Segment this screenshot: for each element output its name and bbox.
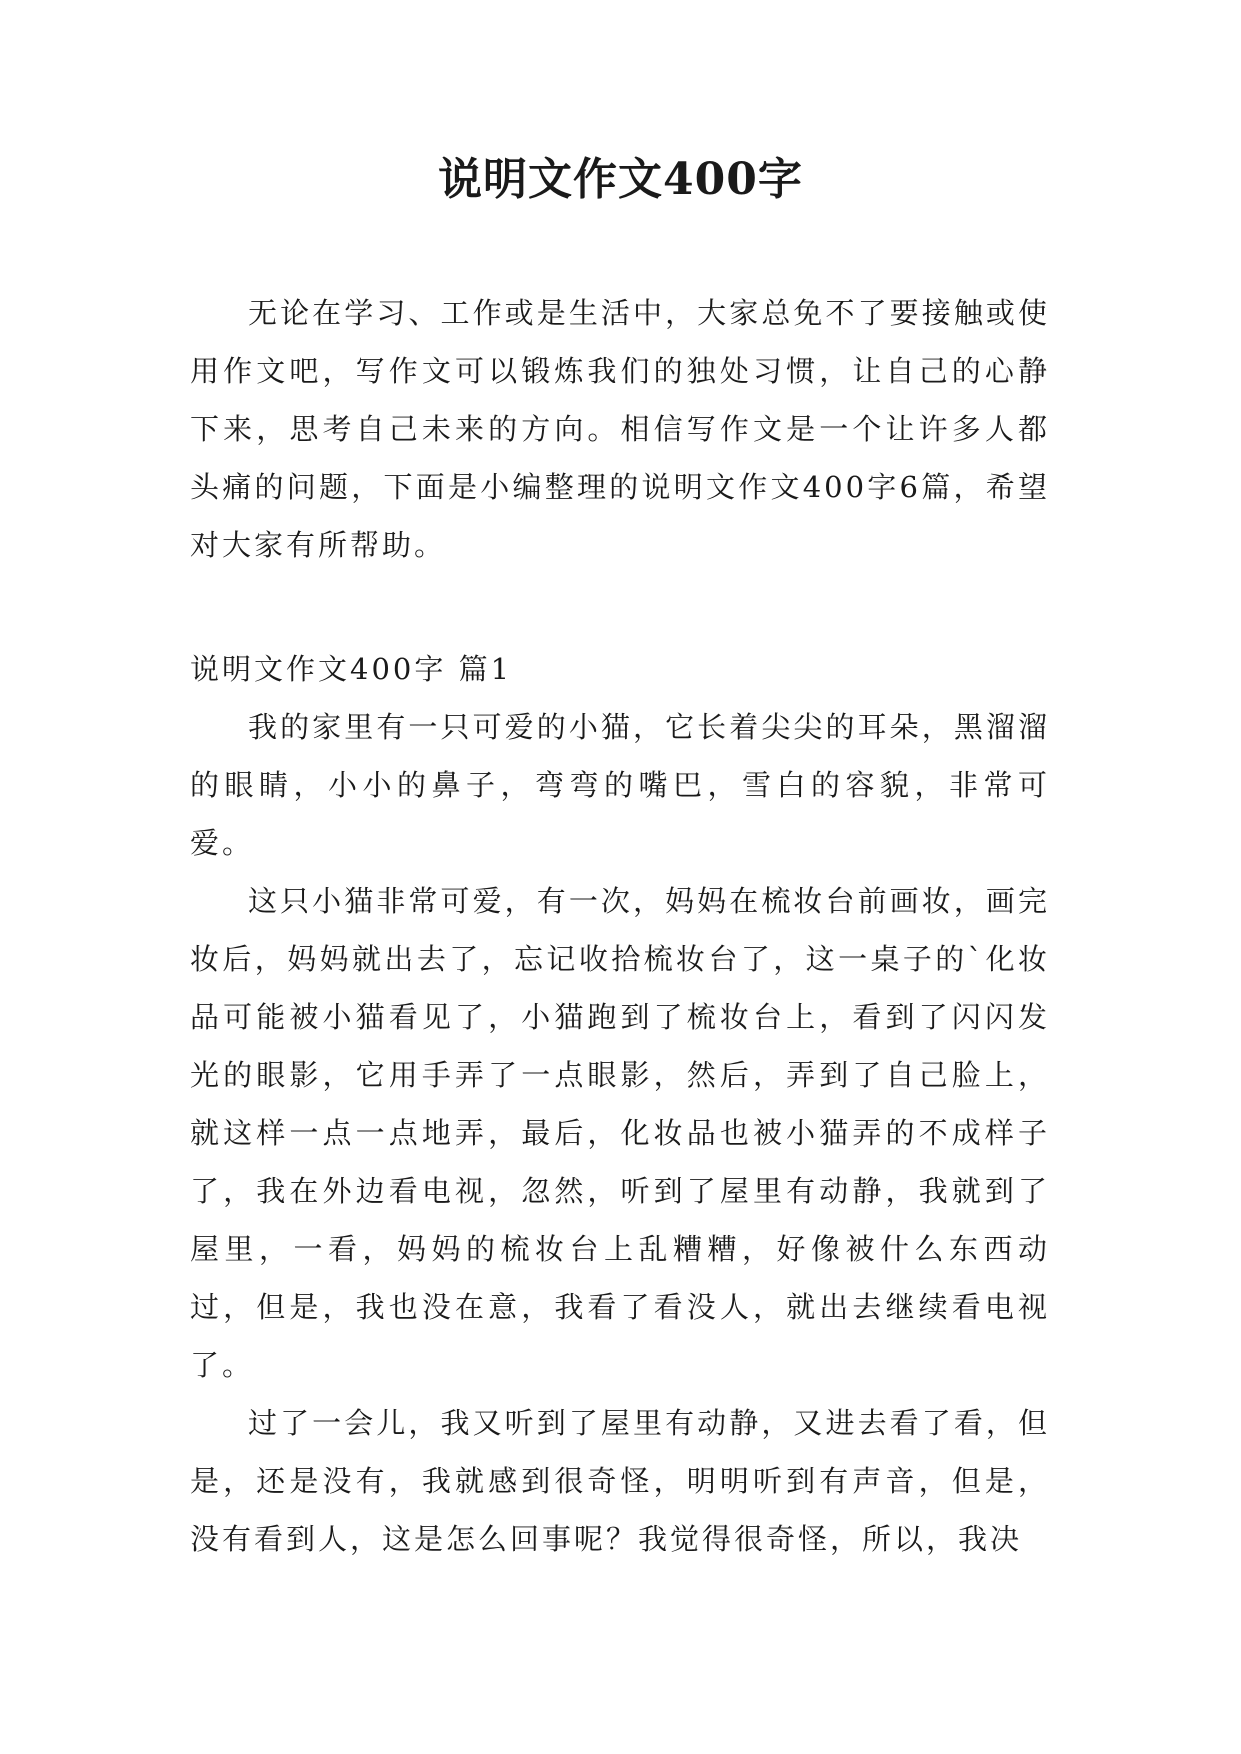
essay-paragraph-2: 这只小猫非常可爱，有一次，妈妈在梳妆台前画妆，画完妆后，妈妈就出去了，忘记收拾梳妆台了，这一桌子的`化妆品可能被小猫看见了，小猫跑到了梳妆台上，看到了闪闪发光的眼影，它用手弄了一点眼影，然后，弄到了自己脸上，就这样一点一点地弄，最后，化妆品也被小猫弄的不成样子了，我在外边看电视，忽然，听到了屋里有动静，我就到了屋里，一看，妈妈的梳妆台上乱糟糟，好像被什么东西动过，但是，我也没在意，我看了看没人，就出去继续看电视了。 [190, 884, 1050, 1382]
essay-section [190, 640, 1050, 1568]
essay-paragraph-1: 我的家里有一只可爱的小猫，它长着尖尖的耳朵，黑溜溜的眼睛，小小的鼻子，弯弯的嘴巴，雪白的容貌，非常可爱。 [190, 710, 1050, 860]
document-title: 说明文作文400字 [438, 154, 803, 205]
essay-paragraph-3: 过了一会儿，我又听到了屋里有动静，又进去看了看，但是，还是没有，我就感到很奇怪，明明听到有声音，但是，没有看到人，这是怎么回事呢？我觉得很奇怪，所以，我决 [190, 1406, 1050, 1556]
intro-paragraph: 无论在学习、工作或是生活中，大家总免不了要接触或使用作文吧，写作文可以锻炼我们的独处习惯，让自己的心静下来，思考自己未来的方向。相信写作文是一个让许多人都头痛的问题，下面是小编整理的说明文作文400字6篇，希望对大家有所帮助。 [190, 296, 1050, 562]
section-heading: 说明文作文400字 篇1 [190, 652, 513, 686]
intro-section [190, 284, 1050, 574]
